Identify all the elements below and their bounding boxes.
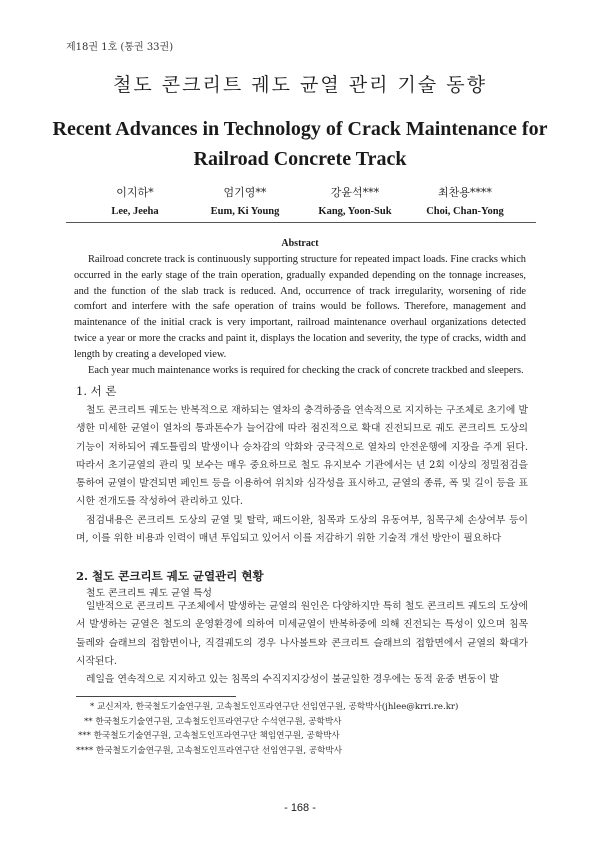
subsection-heading: 철도 콘크리트 궤도 균열 특성: [86, 588, 213, 599]
author-list: [80, 184, 520, 217]
page-number: - 168 -: [284, 802, 316, 814]
abstract-paragraph: Railroad concrete track is continuously supporting structure for repeated impact loads. Fine cracks which occurred in the early stage of the train operation, gradually expanded depending on the tonnage increases, and the function of the slab track is reduced. And, occurrence of track irregularity, worsening of ride comfort and interfere with the safe operation of trains would be follows. Therefore, management and maintenance of the initial crack is very important, railroad maintenance overhaul organizations detected twice a year or more the cracks and paint it, displays the location and severity, the type of cracks, width and length by creating a developed view.: [74, 254, 526, 360]
abstract-body: [74, 252, 526, 378]
section-body: [76, 402, 528, 548]
body-paragraph: 일반적으로 콘크리트 구조체에서 발생하는 균열의 원인은 다양하지만 특히 철도 콘크리트 궤도의 도상에서 발생하는 균열은 철도의 운영환경에 의하여 미세균열이 반복하중에 의해 진전되는 특성이 있으며 침목둘레와 슬래브의 접합면이나, 직결궤도의 경우 나사볼트와 콘크리트 슬래브의 접합면에서 균열의 확대가 시작된다.: [76, 601, 528, 667]
author: [410, 184, 520, 217]
divider: [66, 222, 536, 223]
footnote-divider: [76, 696, 236, 697]
english-title: [40, 114, 560, 174]
body-paragraph: 철도 콘크리트 궤도는 반복적으로 재하되는 열차의 충격하중을 연속적으로 지지하는 구조체로 초기에 발생한 미세한 균열이 열차의 통과톤수가 늘어감에 따라 점진적으로 확대 진전되므로 궤도 콘크리트 도상의 기능이 저하되어 궤도틀림의 발생이나 승차감의 악화와 궁극적으로 열차의 안전운행에 지장을 주게 된다. 따라서 초기균열의 관리 및 보수는 매우 중요하므로 철도 유지보수 기관에서는 년 2회 이상의 정밀점검을 통하여 균열이 발견되면 페인트 등을 이용하여 위치와 심각성을 표시하고, 균열의 종류, 폭 및 길이 등을 표시한 전개도를 작성하여 관리하고 있다.: [76, 405, 528, 508]
author: [80, 184, 190, 217]
section-body: [76, 598, 528, 689]
author: [300, 184, 410, 217]
author-name-en: Eum, Ki Young: [210, 206, 280, 217]
english-title-line2: Railroad Concrete Track: [193, 148, 407, 170]
author-name-en: Choi, Chan-Yong: [426, 206, 504, 217]
author: [190, 184, 300, 217]
footnote: * 교신저자, 한국철도기술연구원, 고속철도인프라연구단 선임연구원, 공학박사(jhlee@krri.re.kr): [90, 702, 459, 712]
abstract-paragraph: Each year much maintenance works is required for checking the crack of concrete trackbed and sleepers.: [88, 364, 524, 376]
korean-title: 철도 콘크리트 궤도 균열 관리 기술 동향: [113, 74, 487, 96]
body-paragraph: 레일을 연속적으로 지지하고 있는 침목의 수직지지강성이 불균일한 경우에는 동적 윤중 변동이 발: [86, 674, 499, 686]
footnote: ** 한국철도기술연구원, 고속철도인프라연구단 수석연구원, 공학박사: [84, 716, 342, 727]
author-name-en: Kang, Yoon-Suk: [318, 206, 392, 217]
section-heading: 2. 철도 콘크리트 궤도 균열관리 현황: [76, 569, 264, 583]
body-paragraph: 점검내용은 콘크리트 도상의 균열 및 탈락, 패드이완, 침목과 도상의 유동여부, 침목구체 손상여부 등이며, 이를 위한 비용과 인력이 매년 투입되고 있어서 이를 저감하기 위한 기술적 개선 방안이 필요하다: [76, 514, 528, 545]
author-name-kr: 이지하*: [116, 186, 154, 199]
english-title-line1: Recent Advances in Technology of Crack Maintenance for: [52, 118, 548, 140]
author-name-kr: 강윤석***: [330, 186, 380, 199]
author-name-kr: 엄기영**: [223, 186, 267, 199]
footnotes: [76, 700, 458, 758]
author-name-kr: 최찬용****: [438, 186, 492, 199]
footnote: **** 한국철도기술연구원, 고속철도인프라연구단 선임연구원, 공학박사: [76, 745, 343, 756]
footnote: *** 한국철도기술연구원, 고속철도인프라연구단 책임연구원, 공학박사: [78, 731, 340, 741]
issue-header: 제18권 1호 (통권 33권): [66, 42, 174, 53]
section-heading: 1. 서 론: [76, 384, 117, 398]
abstract-heading: Abstract: [281, 238, 319, 249]
author-name-en: Lee, Jeeha: [111, 206, 159, 217]
